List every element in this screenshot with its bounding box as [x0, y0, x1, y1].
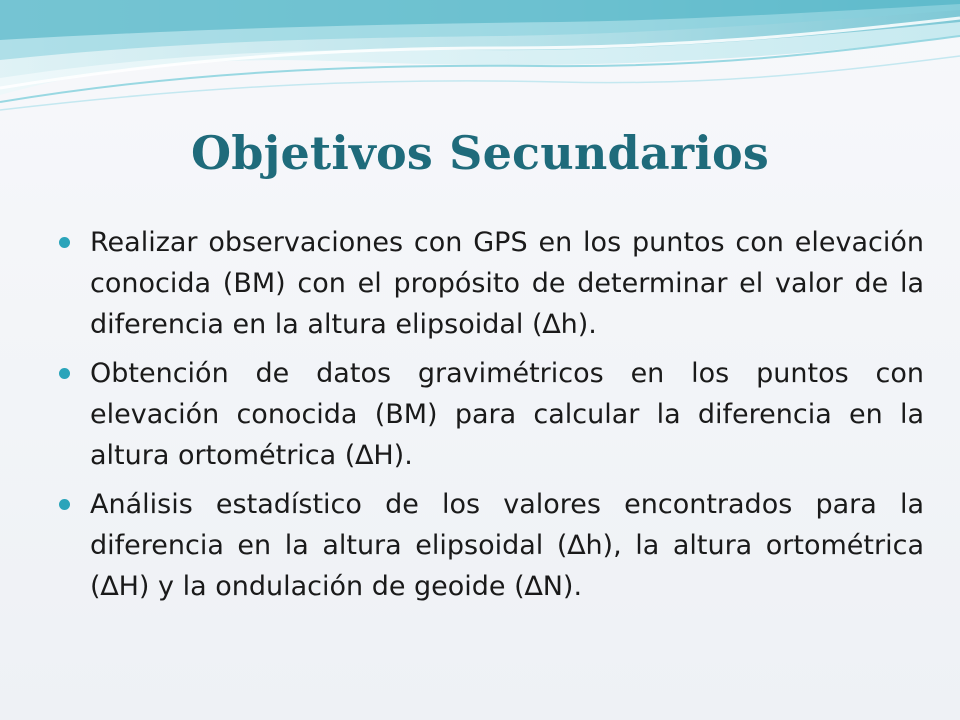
bullet-icon: [59, 237, 70, 248]
bullet-icon: [59, 368, 70, 379]
bullet-item: [59, 222, 924, 345]
bullet-item: [59, 353, 924, 476]
slide-title: Objetivos Secundarios: [190, 126, 770, 180]
bullet-text: Realizar observaciones con GPS en los puntos con elevación conocida (BM) con el propósito de determinar el valor de la diferencia en la altura elipsoidal (∆h).: [90, 227, 924, 340]
header-wave-decoration: [0, 0, 960, 120]
bullet-item: [59, 484, 924, 607]
bullet-text: Análisis estadístico de los valores encontrados para la diferencia en la altura elipsoidal (∆h), la altura ortométrica (∆H) y la ondulación de geoide (∆N).: [90, 489, 924, 602]
bullet-text: Obtención de datos gravimétricos en los puntos con elevación conocida (BM) para calcular la diferencia en la altura ortométrica (∆H).: [90, 358, 924, 471]
bullet-icon: [59, 499, 70, 510]
bullet-list: [59, 222, 924, 615]
